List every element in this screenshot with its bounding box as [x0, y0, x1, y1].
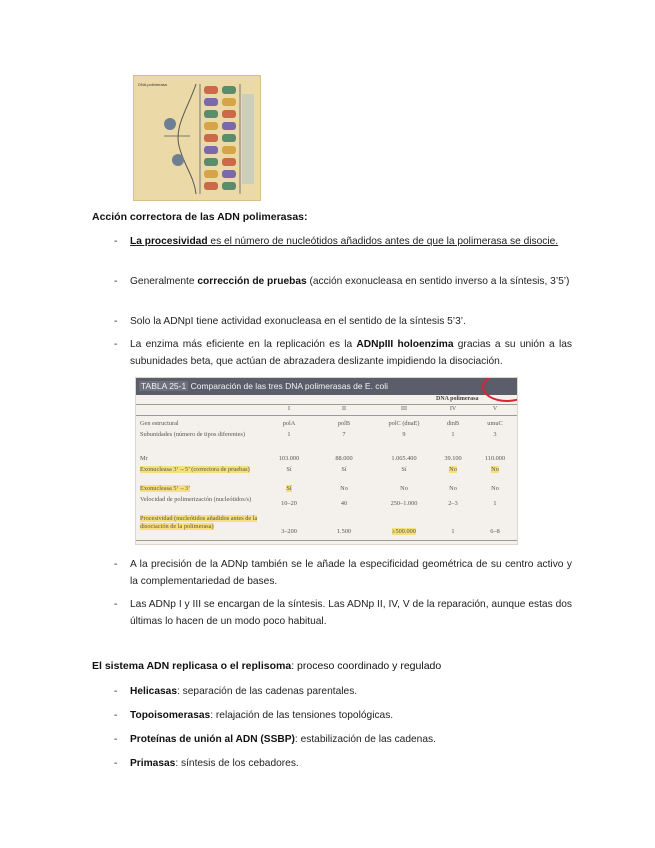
table-cell: No: [491, 466, 499, 473]
table-group-header: DNA polimerasa: [436, 396, 479, 402]
list-item: - Topoisomerasas: relajación de las tensiones topológicas.: [114, 710, 394, 721]
table-cell: 1.065.400: [391, 455, 417, 462]
table-cell: dinB: [446, 420, 460, 427]
table-caption: Comparación de las tres DNA polimerasas de E. coli: [190, 381, 389, 391]
table-row-label: Gen estructural: [140, 420, 179, 427]
table-row-label: Velocidad de polimerización (nucleótidos/s): [140, 496, 252, 503]
table-cell: 1: [287, 431, 291, 438]
table-tag: TABLA 25-1: [141, 381, 187, 391]
table-cell: Sí: [286, 466, 292, 473]
section-title-correction: Acción correctora de las ADN polimerasas:: [92, 211, 308, 223]
table-cell: 1: [451, 528, 455, 535]
list-item: - Solo la ADNpI tiene actividad exonucleasa en el sentido de la síntesis 5’3’.: [114, 316, 466, 327]
table-cell: 9: [402, 431, 406, 438]
list-item: - La procesividad es el número de nucleótidos añadidos antes de que la polimerasa se disocie.: [114, 236, 559, 247]
list-item: - Primasas: síntesis de los cebadores.: [114, 758, 299, 769]
list-item: - Helicasas: separación de las cadenas parentales.: [114, 686, 358, 697]
table-cell: 6–8: [490, 528, 500, 535]
table-cell: No: [400, 485, 408, 492]
table-cell: No: [449, 466, 457, 473]
table-row-label: Exonucleasa 5’→3’: [140, 485, 191, 492]
bold-term: Helicasas: [130, 686, 178, 697]
dna-diagram-icon: [134, 76, 260, 200]
table-caption-bar: [136, 378, 517, 395]
table-cell: 3: [493, 431, 497, 438]
table-cell: Sí: [401, 466, 407, 473]
bold-term: Proteínas de unión al ADN (SSBP): [130, 734, 295, 745]
dna-polymerase-table: [135, 377, 518, 545]
bold-term: corrección de pruebas: [197, 276, 307, 287]
table-cell: No: [340, 485, 348, 492]
table-row-label: Procesividad (nucleótidos añadidos antes de la disociación de la polimerasa): [140, 515, 258, 530]
table-cell: No: [449, 485, 457, 492]
table-col-header: IV: [449, 406, 457, 412]
bold-term: La procesividad: [130, 236, 208, 247]
list-item: - Generalmente corrección de pruebas (acción exonucleasa en sentido inverso a la síntesis, 3’5’): [114, 276, 570, 287]
table-cell: 103.000: [278, 455, 300, 462]
figure-label: DNA polimerasa: [138, 82, 167, 87]
table-cell: polC (dnaE): [388, 420, 420, 427]
table-cell: polB: [337, 420, 351, 427]
table-cell: 110.000: [484, 455, 506, 462]
section-title-replisome: El sistema ADN replicasa o el replisoma: proceso coordinado y regulado: [92, 660, 442, 672]
table-row-label: Mr: [140, 455, 148, 462]
list-item: - Proteínas de unión al ADN (SSBP): estabilización de las cadenas.: [114, 734, 436, 745]
table-cell: 1: [451, 431, 455, 438]
dna-polymerase-figure: [133, 75, 261, 201]
table-cell: 3–200: [281, 528, 297, 535]
table-col-header: II: [342, 406, 346, 412]
table-cell: No: [491, 485, 499, 492]
bold-term: ADNpIII holoenzima: [356, 339, 454, 350]
table-cell: 40: [340, 500, 348, 507]
table-cell: 1: [493, 500, 497, 507]
table-cell: 10–20: [281, 500, 297, 507]
table-cell: 1.500: [336, 528, 352, 535]
table-cell: umuC: [487, 420, 503, 427]
table-col-header: V: [492, 406, 498, 412]
bold-term: Primasas: [130, 758, 176, 769]
table-row-label: Exonucleasa 3’→5’ (correctora de pruebas): [140, 466, 250, 473]
list-item: - La enzima más eficiente en la replicación es la ADNpIII holoenzima gracias a su unión a las subunidades beta, que actúan de abrazadera deslizante impidiendo la disociación.: [114, 339, 572, 367]
table-cell: 88.000: [335, 455, 353, 462]
table-cell: 39.100: [444, 455, 462, 462]
bold-term: Topoisomerasas: [130, 710, 211, 721]
table-row-label: Subunidades (número de tipos diferentes): [140, 431, 245, 438]
list-item: - Las ADNp I y III se encargan de la síntesis. Las ADNp II, IV, V de la reparación, aunque estas dos últimas lo hacen de un modo poco habitual.: [114, 599, 572, 627]
table-cell: Sí: [341, 466, 347, 473]
table-cell: Sí: [286, 485, 292, 492]
table-cell: 7: [342, 431, 346, 438]
list-item: - A la precisión de la ADNp también se le añade la especificidad geométrica de su centro activo y la complementariedad de bases.: [114, 559, 572, 587]
red-circle-annotation: [482, 377, 518, 402]
table-cell: ≥500.000: [392, 528, 416, 535]
table-col-header: III: [401, 406, 407, 412]
table-cell: 250–1.000: [390, 500, 418, 507]
table-col-header: I: [288, 406, 290, 412]
table-cell: 2–3: [448, 500, 458, 507]
table-cell: polA: [282, 420, 296, 427]
